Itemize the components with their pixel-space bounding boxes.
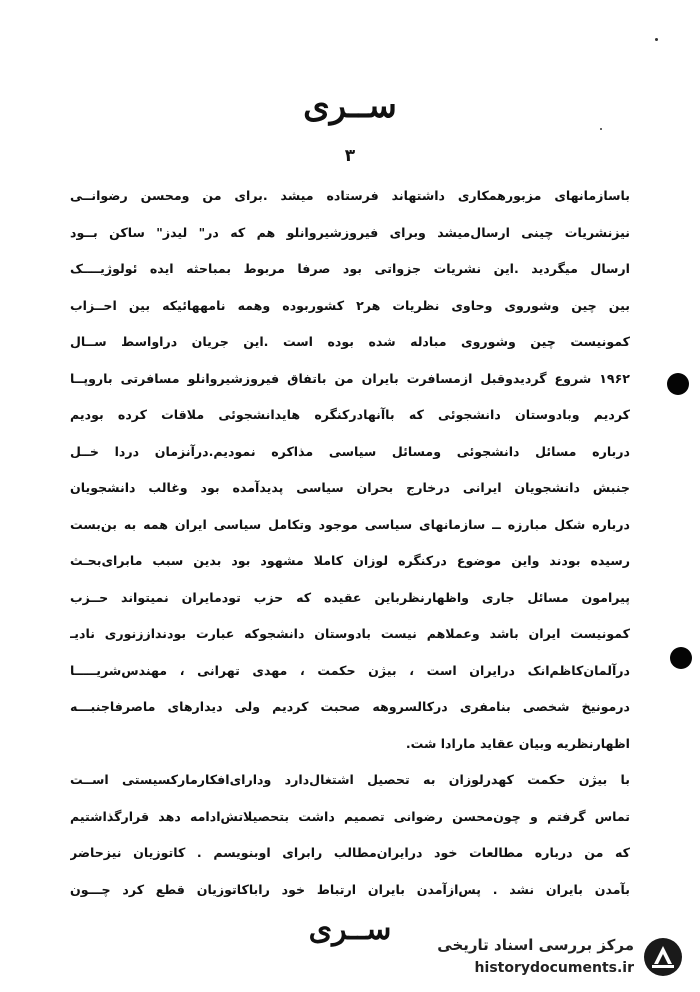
scan-speck <box>655 38 658 41</box>
text-line: که من درباره مطالعات خود درایران‌مطالب رابرای اوبنویسم . کاتوزیان نیزحاضر <box>70 845 630 860</box>
text-line: درمونیخ شخصی بنامفری درکالسروهه صحبت کردیم ولی دیدارهای ماصرفاجنبـــه <box>70 699 630 714</box>
text-line: بین چین وشوروی وحاوی نظریات هر۲ کشوربوده وهمه نامههائیکه بین احــزاب <box>70 297 630 313</box>
text-line: جنبش دانشجویان ایرانی درخارج بحران سیاسی پدیدآمده بود وغالب دانشجویان <box>70 480 630 495</box>
scan-speck <box>600 128 602 130</box>
page-number: ۳ <box>344 146 356 166</box>
text-line: پیرامون مسائل جاری واظهارنظرباین عقیده که حزب تودمایران نمیتواند حــزب <box>70 589 630 605</box>
text-line: درباره مسائل دانشجوئی ومسائل سیاسی مذاکره نمودیم.درآنزمان دردا خــل <box>70 443 630 459</box>
archive-watermark <box>420 932 690 984</box>
archive-url: historydocuments.ir <box>474 960 634 976</box>
punch-hole <box>670 647 692 669</box>
text-line: باسازمانهای مزبورهمکاری داشتهاند فرستاده میشد .برای من ومحسن رضوانــی <box>70 188 630 203</box>
classification-header: ســری <box>303 86 397 126</box>
classification-footer: ســری <box>308 912 392 947</box>
text-line: کمونیست ایران باشد وعملاهم نیست بادوستان دانشجوکه عبارت بودنداززنوری نادیـ <box>70 626 630 641</box>
text-line: درباره شکل مبارزه ــ سازمانهای سیاسی موجود وتکامل سیاسی ایران همه به بن‌بست <box>70 516 630 532</box>
archive-name: مرکز بررسی اسناد تاریخی <box>437 936 634 954</box>
text-line: اظهارنظریه وبیان عقاید مارادا شت. <box>405 735 630 751</box>
document-body <box>70 178 630 908</box>
text-line: کردیم وبادوستان دانشجوئی که باآنهادرکنگره هایدانشجوئی ملاقات کرده بودیم <box>70 407 630 422</box>
text-line: درآلمان‌کاظم‌انک درایران است ، بیژن حکمت ، مهدی تهرانی ، مهندس‌شریـــــا <box>70 662 630 678</box>
text-line: ۱۹۶۲ شروع گردیدوقبل ازمسافرت بایران من باتفاق فیروزشیروانلو مسافرتی باروپــا <box>70 370 630 386</box>
text-line: کمونیست چین وشوروی مبادله شده بوده است .این جریان دراواسط ســال <box>70 334 630 349</box>
punch-hole <box>667 373 689 395</box>
text-line: تماس گرفتم و چون‌محسن رضوانی تصمیم داشت بتحصیلاتش‌ادامه دهد قرارگذاشتیم <box>70 808 630 824</box>
archive-logo-icon <box>642 936 684 978</box>
text-line: نیزنشریات چینی ارسال‌میشد وبرای فیروزشیروانلو هم که در" لیدز" ساکن بــود <box>70 224 630 240</box>
text-line: با بیژن حکمت کهدرلوزان به تحصیل اشتغال‌دارد ودارای‌افکارمارکسیستی اســت <box>70 772 630 787</box>
text-line: بآمدن بایران نشد . پس‌ازآمدن بایران ارتباط خود راباکاتوزیان قطع کرد چـــون <box>70 881 630 897</box>
text-line: ارسال میگردید .این نشریات جزواتی بود صرفا مربوط بمباحثه ایده ئولوژیــــک <box>70 261 630 276</box>
text-line: رسیده بودند واین موضوع درکنگره لوزان کاملا مشهود بود بدین سبب مابرای‌بحـث <box>70 553 630 568</box>
